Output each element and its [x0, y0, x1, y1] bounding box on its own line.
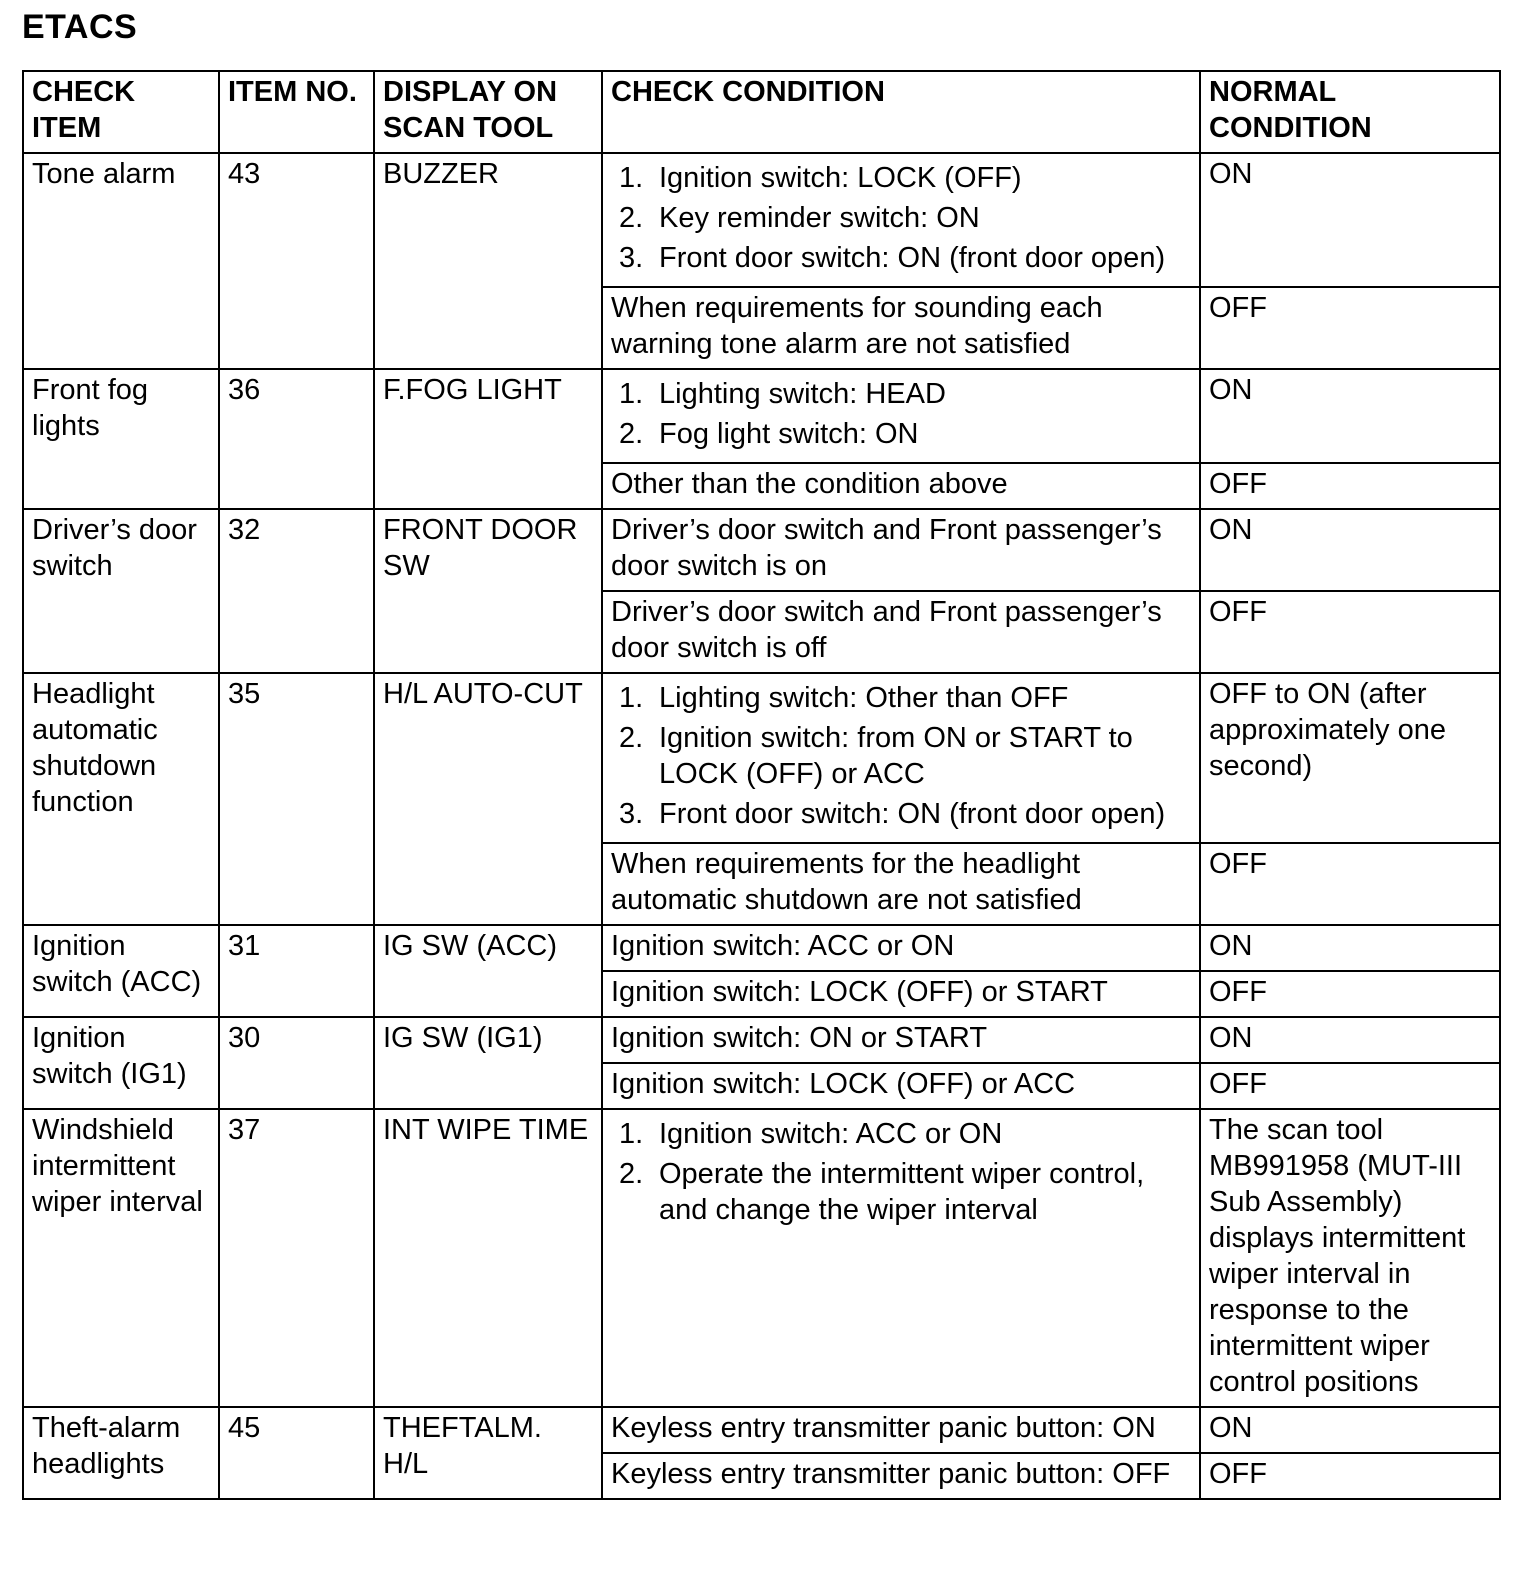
item-no-cell: 43 — [219, 153, 374, 369]
check-item-cell: Driver’s door switch — [23, 509, 219, 673]
list-number: 1. — [619, 162, 644, 194]
check-condition-cell: When requirements for the headlight automatic shutdown are not satisfied — [602, 843, 1200, 925]
condition-list-item — [619, 416, 1191, 452]
header-normal-condition: NORMAL CONDITION — [1200, 71, 1500, 153]
check-condition-cell: Ignition switch: ACC or ON — [602, 925, 1200, 971]
normal-condition-cell: ON — [1200, 369, 1500, 463]
item-no-cell: 45 — [219, 1407, 374, 1499]
check-condition-cell: Keyless entry transmitter panic button: OFF — [602, 1453, 1200, 1499]
list-number: 3. — [619, 798, 644, 830]
list-number: 2. — [619, 202, 644, 234]
item-no-cell: 35 — [219, 673, 374, 925]
check-condition-cell: Driver’s door switch and Front passenger’s door switch is off — [602, 591, 1200, 673]
normal-condition-cell: OFF — [1200, 287, 1500, 369]
condition-list — [611, 680, 1191, 832]
normal-condition-cell: OFF to ON (after approximately one second) — [1200, 673, 1500, 843]
condition-list-item — [619, 796, 1191, 832]
check-condition-cell: Keyless entry transmitter panic button: ON — [602, 1407, 1200, 1453]
etacs-table — [22, 70, 1501, 1500]
condition-list — [611, 376, 1191, 452]
table-row — [23, 153, 1500, 287]
list-number: 1. — [619, 682, 644, 714]
normal-condition-cell: ON — [1200, 925, 1500, 971]
table-row — [23, 1109, 1500, 1407]
table-body — [23, 153, 1500, 1499]
table-row — [23, 1407, 1500, 1453]
list-number: 1. — [619, 1118, 644, 1150]
condition-list-item — [619, 1156, 1191, 1228]
normal-condition-cell: OFF — [1200, 1453, 1500, 1499]
list-text: Lighting switch: HEAD — [659, 378, 946, 410]
normal-condition-cell: OFF — [1200, 1063, 1500, 1109]
condition-list-item — [619, 720, 1191, 792]
header-check-item: CHECK ITEM — [23, 71, 219, 153]
condition-list-item — [619, 200, 1191, 236]
table-row — [23, 509, 1500, 591]
check-condition-cell: Ignition switch: LOCK (OFF) or ACC — [602, 1063, 1200, 1109]
check-item-cell: Windshield intermittent wiper interval — [23, 1109, 219, 1407]
display-cell: IG SW (IG1) — [374, 1017, 602, 1109]
condition-list-item — [619, 376, 1191, 412]
normal-condition-cell: OFF — [1200, 971, 1500, 1017]
display-cell: FRONT DOOR SW — [374, 509, 602, 673]
check-item-cell: Ignition switch (IG1) — [23, 1017, 219, 1109]
normal-condition-cell: ON — [1200, 1017, 1500, 1063]
item-no-cell: 30 — [219, 1017, 374, 1109]
normal-condition-cell: The scan tool MB991958 (MUT-III Sub Assembly) displays intermittent wiper interval in response to the intermittent wiper control positions — [1200, 1109, 1500, 1407]
list-number: 1. — [619, 378, 644, 410]
normal-condition-cell: ON — [1200, 153, 1500, 287]
check-condition-cell: Ignition switch: LOCK (OFF) or START — [602, 971, 1200, 1017]
item-no-cell: 36 — [219, 369, 374, 509]
normal-condition-cell: OFF — [1200, 843, 1500, 925]
list-text: Lighting switch: Other than OFF — [659, 682, 1069, 714]
list-text: Operate the intermittent wiper control, and change the wiper interval — [659, 1158, 1145, 1226]
header-display: DISPLAY ON SCAN TOOL — [374, 71, 602, 153]
header-check-condition: CHECK CONDITION — [602, 71, 1200, 153]
list-text: Front door switch: ON (front door open) — [659, 242, 1166, 274]
item-no-cell: 37 — [219, 1109, 374, 1407]
table-row — [23, 1017, 1500, 1063]
condition-list-item — [619, 160, 1191, 196]
list-text: Ignition switch: ACC or ON — [659, 1118, 1003, 1150]
check-condition-cell: When requirements for sounding each warning tone alarm are not satisfied — [602, 287, 1200, 369]
table-row — [23, 925, 1500, 971]
check-item-cell: Theft-alarm headlights — [23, 1407, 219, 1499]
header-row — [23, 71, 1500, 153]
check-condition-cell — [602, 1109, 1200, 1407]
list-text: Front door switch: ON (front door open) — [659, 798, 1166, 830]
condition-list-item — [619, 1116, 1191, 1152]
display-cell: BUZZER — [374, 153, 602, 369]
condition-list-item — [619, 680, 1191, 716]
item-no-cell: 31 — [219, 925, 374, 1017]
check-item-cell: Front fog lights — [23, 369, 219, 509]
list-text: Ignition switch: from ON or START to LOCK (OFF) or ACC — [659, 722, 1133, 790]
display-cell: IG SW (ACC) — [374, 925, 602, 1017]
normal-condition-cell: ON — [1200, 1407, 1500, 1453]
check-item-cell: Ignition switch (ACC) — [23, 925, 219, 1017]
list-text: Key reminder switch: ON — [659, 202, 980, 234]
table-row — [23, 369, 1500, 463]
condition-list — [611, 160, 1191, 276]
condition-list — [611, 1116, 1191, 1228]
check-condition-cell: Other than the condition above — [602, 463, 1200, 509]
list-number: 2. — [619, 722, 644, 754]
normal-condition-cell: OFF — [1200, 591, 1500, 673]
display-cell: H/L AUTO-CUT — [374, 673, 602, 925]
page-title: ETACS — [22, 8, 138, 46]
normal-condition-cell: OFF — [1200, 463, 1500, 509]
check-condition-cell — [602, 153, 1200, 287]
check-item-cell: Tone alarm — [23, 153, 219, 369]
header-item-no: ITEM NO. — [219, 71, 374, 153]
check-condition-cell: Driver’s door switch and Front passenger’s door switch is on — [602, 509, 1200, 591]
list-number: 2. — [619, 418, 644, 450]
condition-list-item — [619, 240, 1191, 276]
display-cell: THEFTALM. H/L — [374, 1407, 602, 1499]
table-row — [23, 673, 1500, 843]
check-condition-cell — [602, 369, 1200, 463]
display-cell: INT WIPE TIME — [374, 1109, 602, 1407]
check-condition-cell: Ignition switch: ON or START — [602, 1017, 1200, 1063]
check-condition-cell — [602, 673, 1200, 843]
normal-condition-cell: ON — [1200, 509, 1500, 591]
item-no-cell: 32 — [219, 509, 374, 673]
list-text: Ignition switch: LOCK (OFF) — [659, 162, 1022, 194]
display-cell: F.FOG LIGHT — [374, 369, 602, 509]
check-item-cell: Headlight automatic shutdown function — [23, 673, 219, 925]
list-number: 2. — [619, 1158, 644, 1190]
list-text: Fog light switch: ON — [659, 418, 919, 450]
list-number: 3. — [619, 242, 644, 274]
